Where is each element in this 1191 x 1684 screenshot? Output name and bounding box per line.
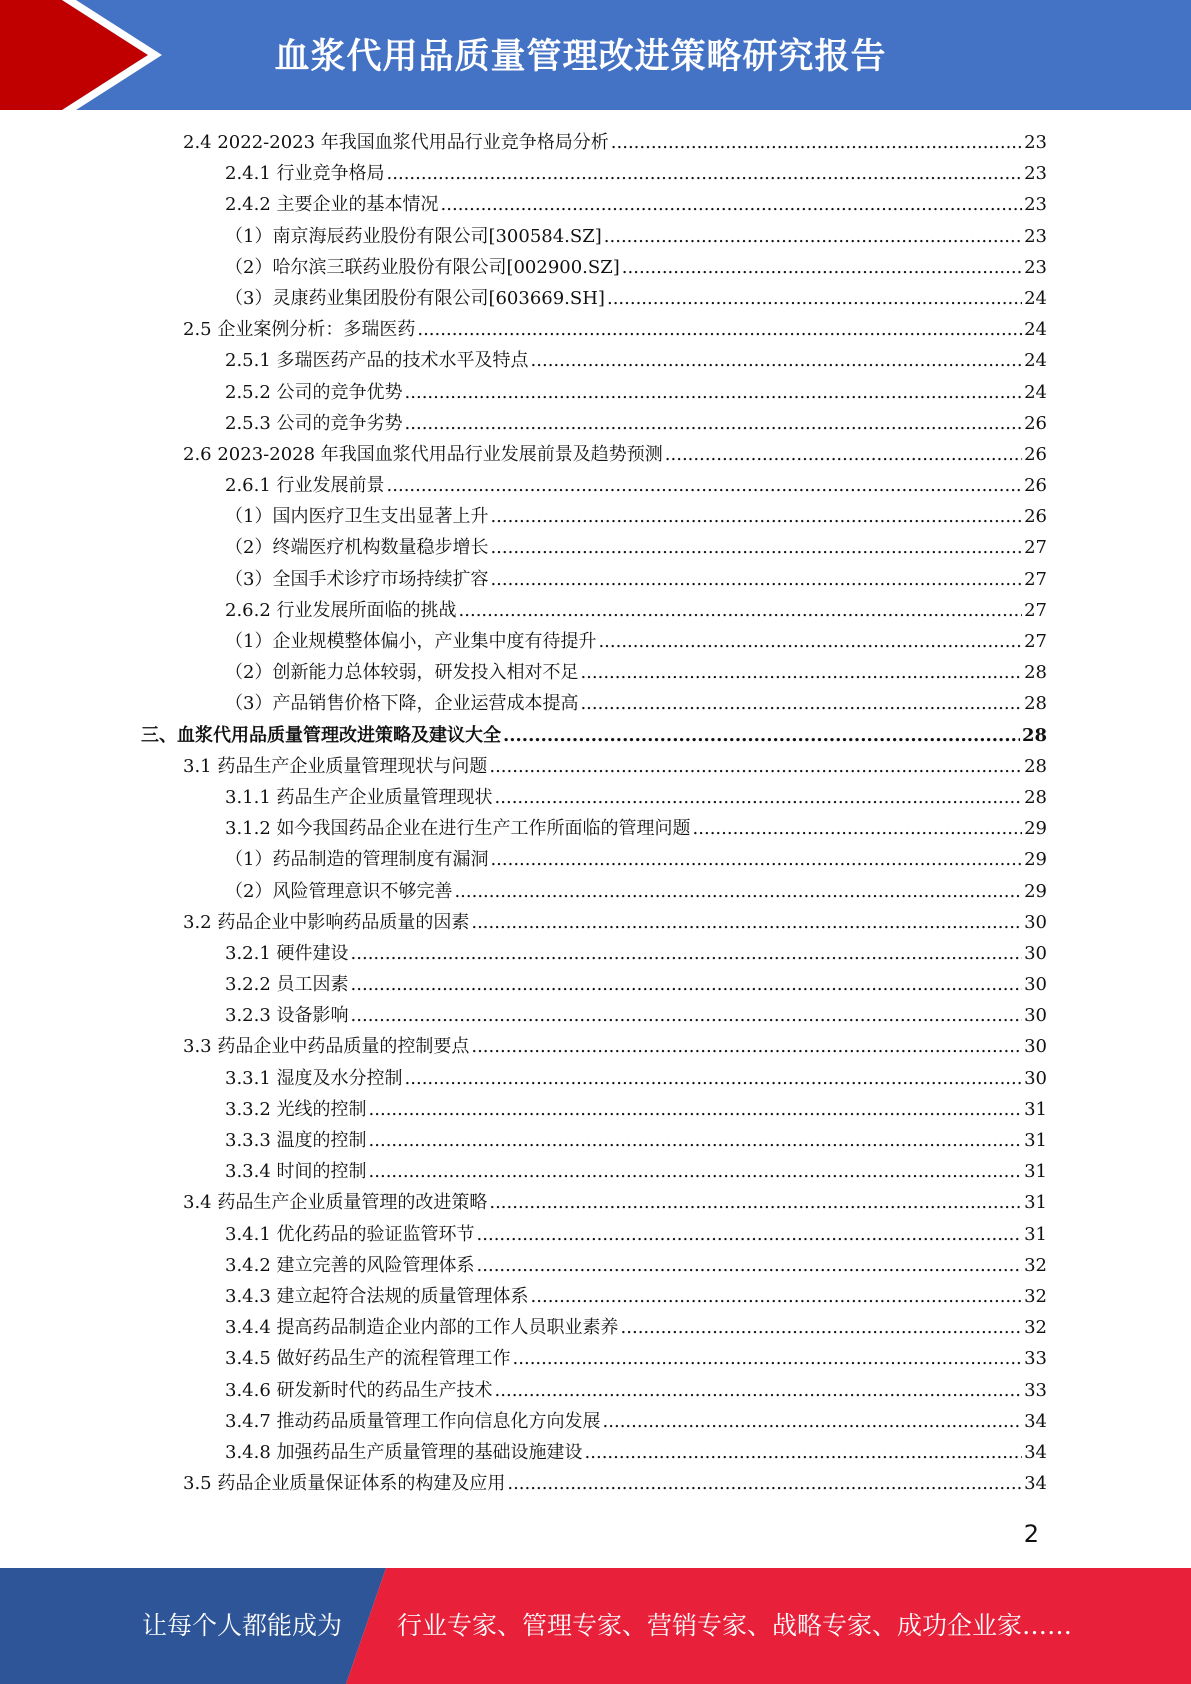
page-header (0, 0, 1191, 110)
toc-entry-page: 34 (1024, 1410, 1047, 1432)
toc-entry-title: 2.5.2 公司的竞争优势 (225, 381, 403, 403)
toc-dot-leader (580, 657, 1022, 688)
toc-entry-title: （2）哈尔滨三联药业股份有限公司[002900.SZ] (225, 256, 620, 278)
toc-entry-title: （3）灵康药业集团股份有限公司[603669.SH] (225, 287, 605, 309)
toc-entry[interactable] (0, 532, 1191, 563)
toc-entry-title: 3.1.1 药品生产企业质量管理现状 (225, 786, 493, 808)
toc-dot-leader (507, 1468, 1022, 1499)
toc-entry[interactable] (0, 408, 1191, 439)
toc-entry-page: 23 (1024, 256, 1047, 278)
toc-dot-leader (531, 1281, 1023, 1312)
toc-entry-page: 33 (1024, 1379, 1047, 1401)
toc-dot-leader (585, 1437, 1023, 1468)
toc-entry-page: 26 (1024, 506, 1047, 528)
toc-entry[interactable] (0, 969, 1191, 1000)
toc-entry-page: 30 (1024, 942, 1047, 964)
toc-dot-leader (693, 813, 1023, 844)
toc-entry[interactable] (0, 470, 1191, 501)
report-title: 血浆代用品质量管理改进策略研究报告 (274, 37, 887, 77)
toc-entry-title: （3）全国手术诊疗市场持续扩容 (225, 568, 489, 590)
toc-dot-leader (405, 1063, 1023, 1094)
toc-dot-leader (580, 688, 1022, 719)
toc-entry-page: 29 (1024, 818, 1047, 840)
toc-entry-title: 3.1 药品生产企业质量管理现状与问题 (183, 755, 488, 777)
toc-dot-leader (598, 626, 1022, 657)
toc-entry-page: 24 (1024, 350, 1047, 372)
toc-dot-leader (477, 1219, 1023, 1250)
toc-entry-title: 3.2 药品企业中影响药品质量的因素 (183, 911, 470, 933)
footer-slogan-left: 让每个人都能成为 (142, 1611, 343, 1640)
toc-entry-page: 23 (1024, 132, 1047, 153)
toc-entry-title: （2）终端医疗机构数量稳步增长 (225, 537, 489, 559)
toc-entry-page: 31 (1024, 1130, 1047, 1151)
toc-entry[interactable] (0, 782, 1191, 813)
toc-entry-title: 3.4.5 做好药品生产的流程管理工作 (225, 1348, 511, 1370)
toc-dot-leader (459, 595, 1023, 626)
footer-slogan-right: 行业专家、管理专家、营销专家、战略专家、成功企业家…… (397, 1611, 1073, 1640)
toc-entry-title: （1）药品制造的管理制度有漏洞 (225, 849, 489, 871)
toc-entry[interactable] (0, 252, 1191, 283)
toc-entry-title: 2.5.1 多瑞医药产品的技术水平及特点 (225, 350, 529, 372)
toc-entry[interactable] (0, 1250, 1191, 1281)
toc-entry[interactable] (0, 158, 1191, 189)
toc-entry-page: 30 (1024, 1067, 1047, 1089)
toc-entry[interactable] (0, 938, 1191, 969)
toc-entry-title: 3.2.1 硬件建设 (225, 942, 349, 964)
toc-entry-title: （2）风险管理意识不够完善 (225, 880, 453, 902)
toc-entry-title: 2.6.2 行业发展所面临的挑战 (225, 599, 457, 621)
toc-entry[interactable] (0, 1031, 1191, 1062)
toc-dot-leader (454, 876, 1022, 907)
toc-dot-leader (471, 1031, 1022, 1062)
toc-dot-leader (441, 189, 1023, 220)
toc-entry-page: 29 (1024, 849, 1047, 871)
toc-entry-page: 30 (1024, 1036, 1047, 1058)
toc-entry-page: 32 (1024, 1285, 1047, 1307)
toc-dot-leader (611, 127, 1022, 158)
toc-entry-title: 3.3.3 温度的控制 (225, 1130, 367, 1151)
toc-entry[interactable] (0, 1000, 1191, 1031)
toc-entry[interactable] (0, 1156, 1191, 1187)
toc-entry-title: （2）创新能力总体较弱，研发投入相对不足 (225, 662, 579, 684)
toc-entry-page: 34 (1024, 1441, 1047, 1463)
toc-entry-title: 3.2.2 员工因素 (225, 974, 349, 996)
toc-dot-leader (490, 844, 1022, 875)
toc-entry[interactable] (0, 1437, 1191, 1468)
toc-entry-page: 23 (1024, 225, 1047, 247)
toc-entry[interactable] (0, 221, 1191, 252)
toc-dot-leader (417, 314, 1022, 345)
toc-entry-title: 2.4 2022-2023 年我国血浆代用品行业竞争格局分析 (183, 132, 609, 153)
toc-entry-title: 3.4.8 加强药品生产质量管理的基础设施建设 (225, 1441, 583, 1463)
toc-entry-page: 31 (1024, 1192, 1047, 1214)
toc-entry-page: 33 (1024, 1348, 1047, 1370)
toc-entry-page: 32 (1024, 1317, 1047, 1339)
toc-dot-leader (387, 470, 1023, 501)
toc-dot-leader (621, 1312, 1023, 1343)
header-red-chevron (0, 0, 148, 110)
toc-entry-title: （1）企业规模整体偏小，产业集中度有待提升 (225, 631, 597, 652)
toc-entry[interactable] (0, 439, 1191, 470)
toc-entry-title: 3.4.4 提高药品制造企业内部的工作人员职业素养 (225, 1317, 619, 1339)
toc-entry-page: 28 (1024, 786, 1047, 808)
page-number: 2 (1023, 1520, 1039, 1548)
toc-entry[interactable] (0, 1063, 1191, 1094)
toc-dot-leader (495, 1375, 1023, 1406)
toc-entry[interactable] (0, 907, 1191, 938)
toc-entry[interactable] (0, 720, 1191, 751)
toc-entry-title: 3.1.2 如今我国药品企业在进行生产工作所面临的管理问题 (225, 818, 691, 840)
toc-entry[interactable] (0, 1343, 1191, 1374)
toc-entry[interactable] (0, 751, 1191, 782)
toc-dot-leader (665, 439, 1022, 470)
toc-entry-page: 26 (1024, 412, 1047, 434)
toc-entry-title: （3）产品销售价格下降，企业运营成本提高 (225, 693, 579, 715)
toc-entry-page: 29 (1024, 880, 1047, 902)
toc-entry-page: 31 (1024, 1161, 1047, 1183)
toc-entry-title: 3.4 药品生产企业质量管理的改进策略 (183, 1192, 488, 1214)
toc-entry-page: 24 (1024, 319, 1047, 341)
toc-entry[interactable] (0, 377, 1191, 408)
toc-entry[interactable] (0, 1281, 1191, 1312)
toc-dot-leader (489, 1187, 1022, 1218)
toc-entry[interactable] (0, 1406, 1191, 1437)
toc-dot-leader (405, 408, 1023, 439)
toc-entry-page: 28 (1024, 662, 1047, 684)
toc-dot-leader (490, 501, 1022, 532)
toc-entry[interactable] (0, 1375, 1191, 1406)
toc-entry-title: 3.4.1 优化药品的验证监管环节 (225, 1223, 475, 1245)
toc-entry-title: （1）南京海辰药业股份有限公司[300584.SZ] (225, 225, 602, 247)
toc-entry-page: 24 (1024, 381, 1047, 403)
toc-entry-title: 3.4.6 研发新时代的药品生产技术 (225, 1379, 493, 1401)
toc-entry[interactable] (0, 314, 1191, 345)
toc-dot-leader (471, 907, 1022, 938)
toc-dot-leader (603, 1406, 1023, 1437)
toc-dot-leader (369, 1094, 1023, 1125)
toc-dot-leader (477, 1250, 1023, 1281)
toc-entry[interactable] (0, 1219, 1191, 1250)
toc-dot-leader (513, 1343, 1023, 1374)
toc-entry-title: 2.5.3 公司的竞争劣势 (225, 412, 403, 434)
toc-entry-page: 34 (1024, 1473, 1047, 1495)
toc-dot-leader (351, 938, 1023, 969)
toc-entry-title: 2.5 企业案例分析：多瑞医药 (183, 319, 416, 341)
toc-dot-leader (369, 1125, 1023, 1156)
toc-entry[interactable] (0, 595, 1191, 626)
toc-entry-title: 2.4.1 行业竞争格局 (225, 163, 385, 185)
toc-dot-leader (490, 532, 1022, 563)
toc-entry[interactable] (0, 626, 1191, 657)
toc-entry-title: 三、血浆代用品质量管理改进策略及建议大全 (141, 724, 501, 746)
table-of-contents (0, 127, 1191, 1499)
toc-entry-page: 26 (1024, 443, 1047, 465)
toc-dot-leader (531, 345, 1023, 376)
toc-dot-leader (405, 377, 1023, 408)
toc-dot-leader (607, 283, 1022, 314)
toc-entry-page: 30 (1024, 911, 1047, 933)
toc-entry[interactable] (0, 127, 1191, 158)
toc-entry-page: 31 (1024, 1223, 1047, 1245)
toc-entry[interactable] (0, 1125, 1191, 1156)
toc-entry[interactable] (0, 283, 1191, 314)
toc-entry-page: 28 (1021, 724, 1047, 746)
toc-entry-page: 27 (1024, 599, 1047, 621)
toc-entry-page: 31 (1024, 1098, 1047, 1120)
toc-entry-page: 27 (1024, 631, 1047, 652)
toc-entry-title: 3.4.7 推动药品质量管理工作向信息化方向发展 (225, 1410, 601, 1432)
toc-entry-page: 28 (1024, 755, 1047, 777)
toc-dot-leader (369, 1156, 1023, 1187)
toc-entry-title: 2.6.1 行业发展前景 (225, 475, 385, 497)
toc-entry[interactable] (0, 501, 1191, 532)
toc-entry-page: 23 (1024, 163, 1047, 185)
toc-entry-title: 3.3.1 湿度及水分控制 (225, 1067, 403, 1089)
toc-entry-title: 3.4.3 建立起符合法规的质量管理体系 (225, 1285, 529, 1307)
toc-entry-title: 3.3.4 时间的控制 (225, 1161, 367, 1183)
toc-entry[interactable] (0, 657, 1191, 688)
toc-entry-title: 3.3 药品企业中药品质量的控制要点 (183, 1036, 470, 1058)
toc-entry[interactable] (0, 345, 1191, 376)
toc-entry[interactable] (0, 844, 1191, 875)
toc-entry-page: 24 (1024, 287, 1047, 309)
toc-dot-leader (351, 969, 1023, 1000)
toc-dot-leader (351, 1000, 1023, 1031)
toc-entry-page: 28 (1024, 693, 1047, 715)
toc-entry[interactable] (0, 688, 1191, 719)
toc-entry[interactable] (0, 189, 1191, 220)
toc-entry-title: 2.4.2 主要企业的基本情况 (225, 194, 439, 216)
toc-dot-leader (604, 221, 1022, 252)
toc-dot-leader (622, 252, 1022, 283)
toc-entry-page: 30 (1024, 974, 1047, 996)
toc-entry-title: 3.3.2 光线的控制 (225, 1098, 367, 1120)
toc-dot-leader (490, 564, 1022, 595)
toc-entry[interactable] (0, 876, 1191, 907)
toc-entry-page: 32 (1024, 1254, 1047, 1276)
toc-entry-page: 26 (1024, 475, 1047, 497)
toc-entry[interactable] (0, 1187, 1191, 1218)
toc-entry-title: 2.6 2023-2028 年我国血浆代用品行业发展前景及趋势预测 (183, 443, 663, 465)
toc-entry-title: （1）国内医疗卫生支出显著上升 (225, 506, 489, 528)
toc-entry-title: 3.5 药品企业质量保证体系的构建及应用 (183, 1473, 506, 1495)
toc-entry[interactable] (0, 1312, 1191, 1343)
toc-entry[interactable] (0, 1468, 1191, 1499)
toc-entry-title: 3.2.3 设备影响 (225, 1005, 349, 1027)
toc-dot-leader (495, 782, 1023, 813)
toc-dot-leader (387, 158, 1023, 189)
toc-entry-page: 27 (1024, 568, 1047, 590)
page-footer (0, 1568, 1191, 1684)
toc-entry-page: 30 (1024, 1005, 1047, 1027)
toc-dot-leader (489, 751, 1022, 782)
toc-entry-page: 27 (1024, 537, 1047, 559)
toc-dot-leader (503, 720, 1020, 751)
toc-entry-title: 3.4.2 建立完善的风险管理体系 (225, 1254, 475, 1276)
toc-entry[interactable] (0, 813, 1191, 844)
toc-entry-page: 23 (1024, 194, 1047, 216)
toc-entry[interactable] (0, 1094, 1191, 1125)
toc-entry[interactable] (0, 564, 1191, 595)
